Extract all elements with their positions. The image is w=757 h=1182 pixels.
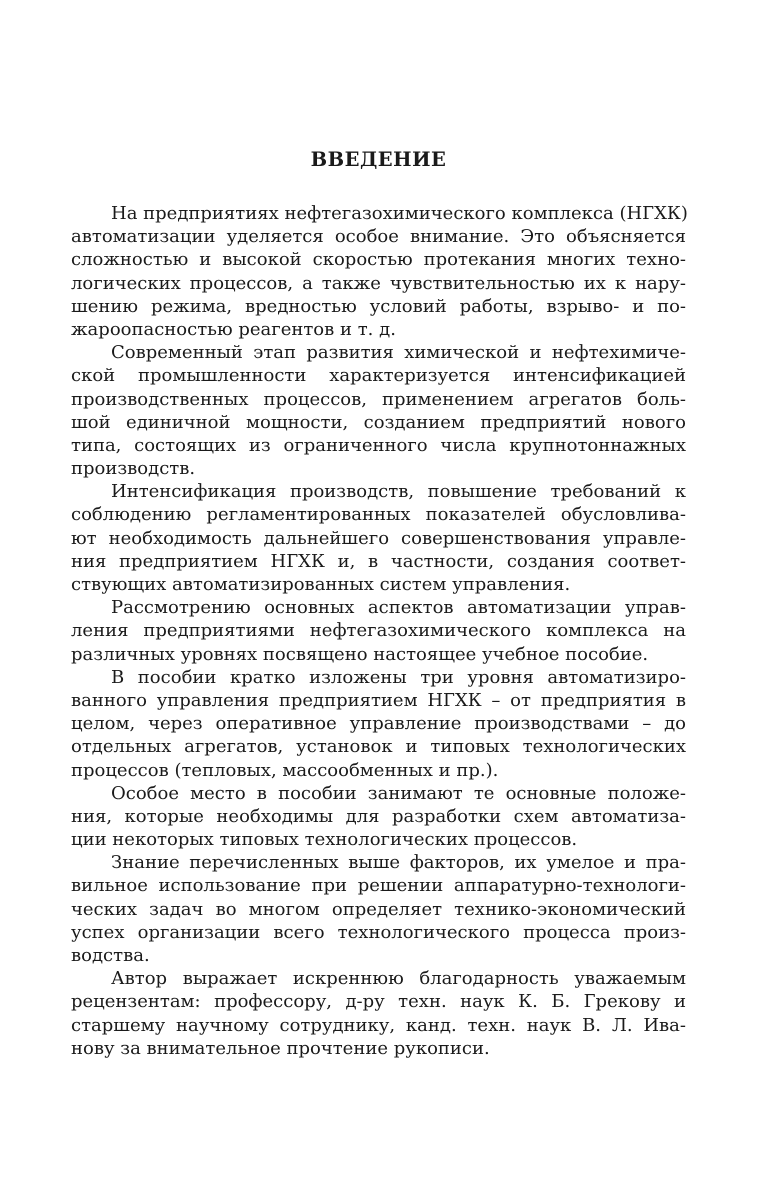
text-line: автоматизации уделяется особое внимание. Это объясняется: [71, 226, 686, 248]
text-line: процессов (тепловых, массообменных и пр.).: [71, 759, 499, 781]
paragraph: [71, 782, 686, 852]
document-page: [71, 140, 686, 1060]
text-line: сложностью и высокой скоростью протекания многих техно-: [71, 249, 686, 271]
text-line: ческих задач во многом определяет технико-экономический: [71, 898, 686, 920]
paragraph: [71, 851, 686, 967]
text-line: вильное использование при решении аппаратурно-технологи-: [71, 875, 686, 897]
text-line: старшему научному сотруднику, канд. техн. наук В. Л. Ива-: [71, 1014, 686, 1036]
text-line: целом, через оперативное управление производствами – до: [71, 713, 686, 735]
text-line: ния предприятием НГХК и, в частности, создания соответ-: [71, 550, 686, 572]
text-line: производственных процессов, применением агрегатов боль-: [71, 388, 686, 410]
text-line: В пособии кратко изложены три уровня автоматизиро-: [111, 666, 686, 688]
text-line: ления предприятиями нефтегазохимического комплекса на: [71, 620, 686, 642]
paragraph: [71, 596, 686, 666]
text-line: различных уровнях посвящено настоящее учебное пособие.: [71, 643, 649, 665]
text-line: Особое место в пособии занимают те основные положе-: [111, 782, 686, 804]
text-line: производств.: [71, 458, 196, 480]
text-line: Знание перечисленных выше факторов, их умелое и пра-: [111, 852, 686, 874]
text-line: Современный этап развития химической и нефтехимиче-: [111, 342, 686, 364]
text-line: ния, которые необходимы для разработки схем автоматиза-: [71, 805, 686, 827]
text-line: логических процессов, а также чувствительностью их к нару-: [71, 272, 686, 294]
text-line: жароопасностью реагентов и т. д.: [71, 318, 396, 340]
text-line: ской промышленности характеризуется интенсификацией: [71, 365, 686, 387]
text-line: водства.: [71, 945, 150, 966]
paragraph: [71, 202, 686, 341]
text-line: Автор выражает искреннюю благодарность уважаемым: [111, 968, 686, 990]
text-line: Интенсификация производств, повышение требований к: [111, 481, 686, 503]
text-line: ют необходимость дальнейшего совершенствования управле-: [71, 527, 686, 549]
text-line: успех организации всего технологического процесса произ-: [71, 921, 686, 943]
text-line: соблюдению регламентированных показателей обусловлива-: [71, 504, 686, 526]
paragraph: [71, 341, 686, 480]
body-text: [71, 202, 686, 1060]
text-line: отдельных агрегатов, установок и типовых технологических: [71, 736, 686, 758]
text-line: Рассмотрению основных аспектов автоматизации управ-: [111, 597, 686, 619]
text-line: шению режима, вредностью условий работы, взрыво- и по-: [71, 295, 686, 317]
text-line: ции некоторых типовых технологических процессов.: [71, 829, 578, 851]
text-line: рецензентам: профессору, д-ру техн. наук К. Б. Грекову и: [71, 991, 686, 1013]
page-title: ВВЕДЕНИЕ: [310, 148, 447, 171]
text-line: шой единичной мощности, созданием предприятий нового: [71, 411, 686, 433]
text-line: ванного управления предприятием НГХК – от предприятия в: [71, 689, 686, 711]
paragraph: [71, 666, 686, 782]
paragraph: [71, 967, 686, 1060]
text-line: типа, состоящих из ограниченного числа крупнотоннажных: [71, 434, 686, 456]
text-line: ствующих автоматизированных систем управления.: [71, 574, 571, 595]
text-line: На предприятиях нефтегазохимического комплекса (НГХК): [111, 203, 688, 224]
paragraph: [71, 480, 686, 596]
text-line: нову за внимательное прочтение рукописи.: [71, 1037, 490, 1059]
